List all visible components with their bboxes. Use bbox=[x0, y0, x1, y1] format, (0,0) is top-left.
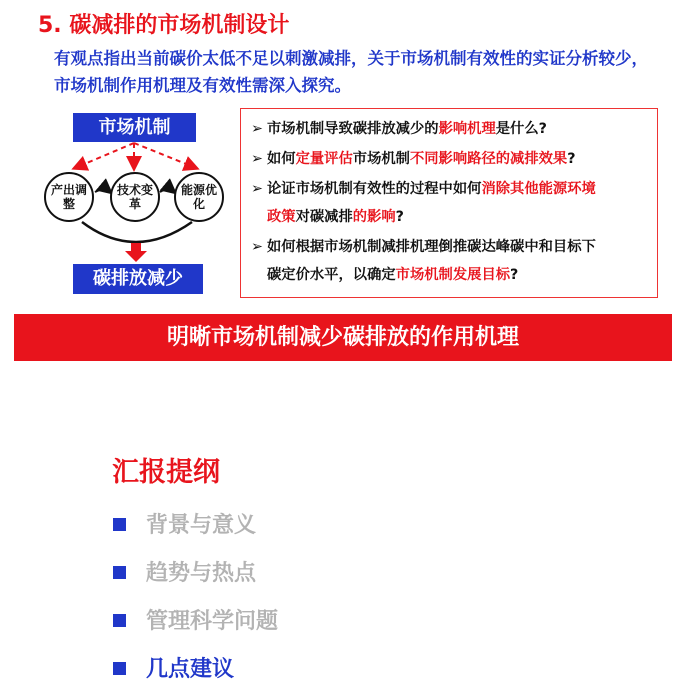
arc-1-2 bbox=[95, 190, 110, 193]
square-bullet-icon bbox=[113, 566, 126, 579]
question-1: ➢ 市场机制导致碳排放减少的影响机理是什么? bbox=[251, 115, 547, 143]
tech-change-circle: 技术变革 bbox=[110, 172, 160, 222]
outline-title: 汇报提纲 bbox=[112, 457, 220, 488]
square-bullet-icon bbox=[113, 662, 126, 675]
outline-item-trends[interactable]: 趋势与热点 bbox=[113, 556, 256, 587]
question-3-line2: 政策对碳减排的影响? bbox=[267, 209, 404, 225]
bullet-arrow-icon: ➢ bbox=[251, 239, 263, 255]
red-arrow-stem bbox=[131, 243, 141, 252]
question-4-line1: ➢ 如何根据市场机制减排机理倒推碳达峰碳中和目标下 bbox=[251, 233, 596, 261]
questions-box bbox=[240, 108, 658, 298]
energy-optimize-circle: 能源优化 bbox=[174, 172, 224, 222]
square-bullet-icon bbox=[113, 518, 126, 531]
market-mechanism-box: 市场机制 bbox=[73, 113, 196, 142]
section-title: 5. 碳减排的市场机制设计 bbox=[38, 13, 290, 38]
question-3-line1: ➢ 论证市场机制有效性的过程中如何消除其他能源环境 bbox=[251, 175, 596, 203]
bottom-curve bbox=[82, 222, 192, 242]
outline-item-background[interactable]: 背景与意义 bbox=[113, 508, 256, 539]
conclusion-banner: 明晰市场机制减少碳排放的作用机理 bbox=[14, 314, 672, 361]
bullet-arrow-icon: ➢ bbox=[251, 181, 263, 197]
outline-item-problems[interactable]: 管理科学问题 bbox=[113, 604, 278, 635]
square-bullet-icon bbox=[113, 614, 126, 627]
bullet-arrow-icon: ➢ bbox=[251, 151, 263, 167]
intro-text: 有观点指出当前碳价太低不足以刺激减排，关于市场机制有效性的实证分析较少，市场机制作用机理及有效性需深入探究。 bbox=[54, 49, 648, 95]
red-arrow-head bbox=[125, 251, 147, 262]
emission-reduction-box: 碳排放减少 bbox=[73, 264, 203, 294]
arc-2-3 bbox=[160, 190, 174, 193]
dashed-arrow-right bbox=[134, 143, 196, 168]
output-adjust-circle: 产出调整 bbox=[44, 172, 94, 222]
bullet-arrow-icon: ➢ bbox=[251, 121, 263, 137]
question-4-line2: 碳定价水平，以确定市场机制发展目标? bbox=[267, 267, 519, 283]
question-2: ➢ 如何定量评估市场机制不同影响路径的减排效果? bbox=[251, 145, 576, 173]
outline-item-suggestions[interactable]: 几点建议 bbox=[113, 652, 234, 683]
dashed-arrow-left bbox=[75, 143, 134, 168]
